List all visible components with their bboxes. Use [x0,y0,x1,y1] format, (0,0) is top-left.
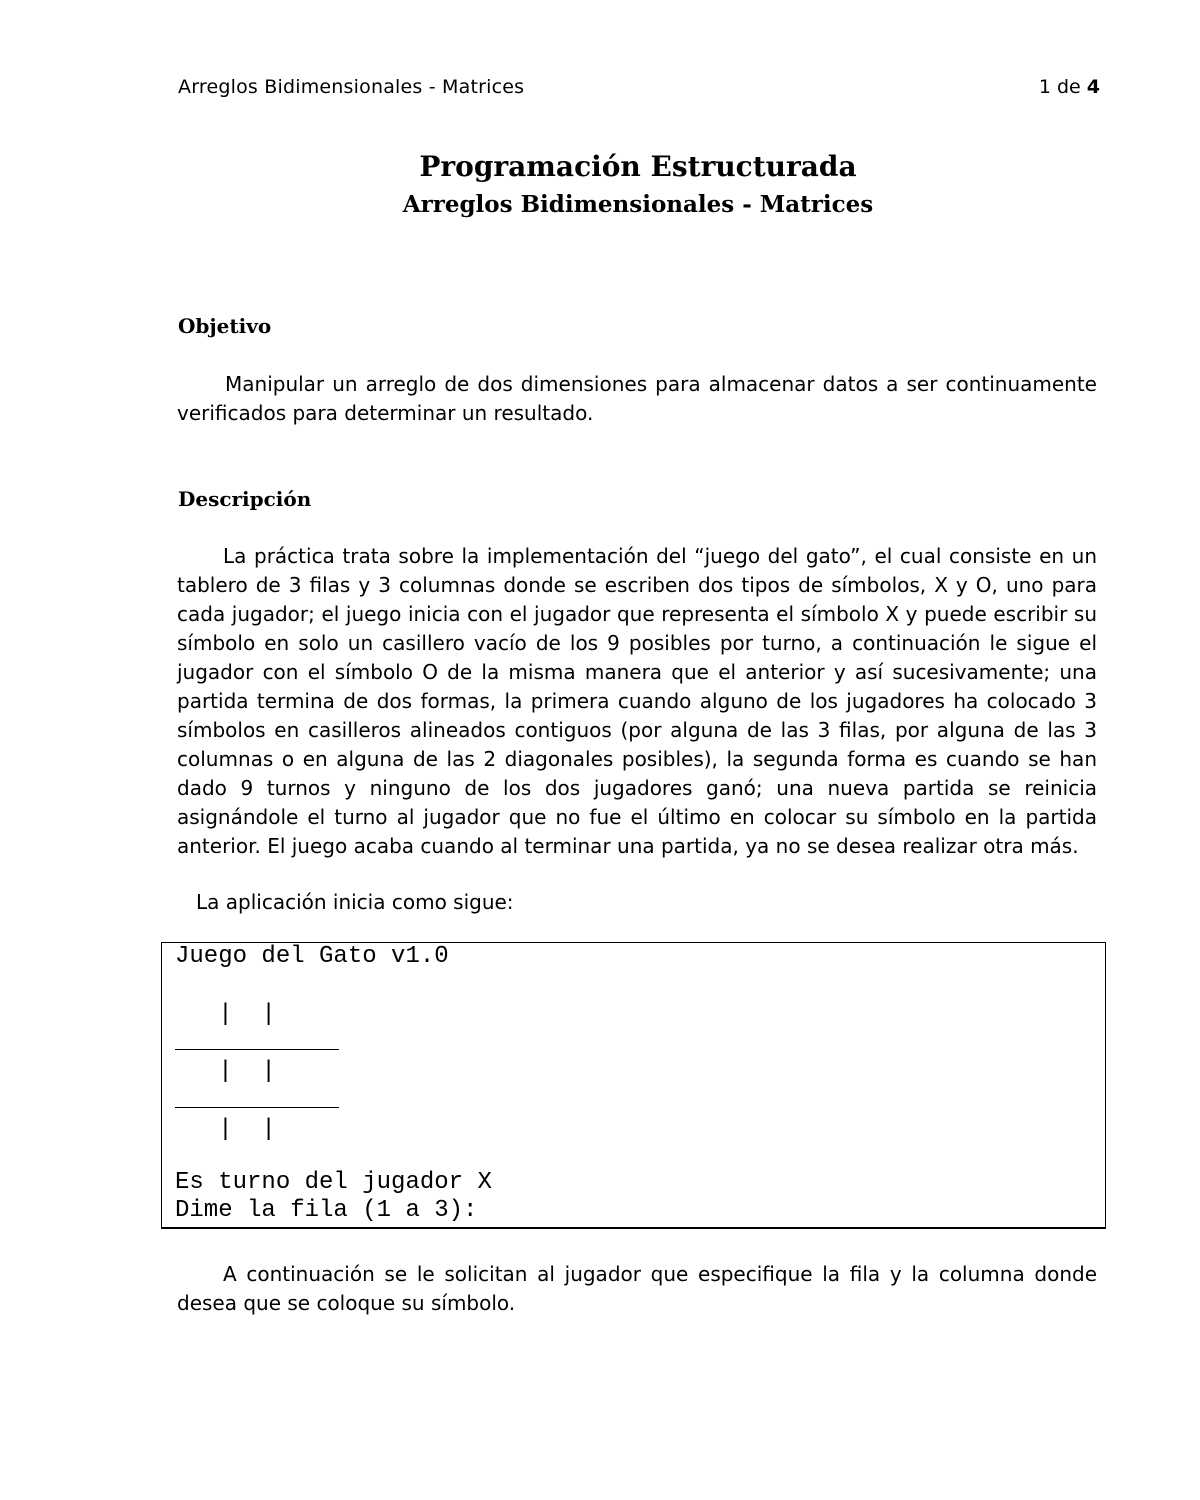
description-text: La práctica trata sobre la implementación del “juego del gato”, el cual consiste en un tablero de 3 filas y 3 columnas donde se escriben dos tipos de símbolos, X y O, uno para cada jugador; el juego inicia con el jugador que representa el símbolo X y puede escribir su símbolo en solo un casillero vacío de los 9 posibles por turno, a continuación le sigue el jugador con el símbolo O de la misma manera que el anterior y así sucesivamente; una partida termina de dos formas, la primera cuando alguno de los jugadores ha colocado 3 símbolos en casilleros alineados contiguos (por alguna de las 3 filas, por alguna de las 3 columnas o en alguna de las 2 diagonales posibles), la segunda forma es cuando se han dado 9 turnos y ninguno de los dos jugadores ganó; una nueva partida se reinicia asignándole el turno al jugador que no fue el último en colocar su símbolo en la partida anterior. El juego acaba cuando al terminar una partida, ya no se desea realizar otra más. [177,544,1097,858]
turn-line: Es turno del jugador X [175,1169,492,1196]
page-total: 4 [1086,76,1100,98]
description-paragraph [177,542,1097,861]
board-row-3: | | [175,1116,276,1143]
objective-text: Manipular un arreglo de dos dimensiones para almacenar datos a ser continuamente verificados para determinar un resultado. [177,372,1097,425]
document-title: Programación Estructurada [419,150,857,183]
intro-text: La aplicación inicia como sigue: [196,890,514,914]
description-heading: Descripción [178,487,312,511]
page-number-label: 1 de [1038,76,1081,98]
board-divider-2 [175,1107,339,1108]
document-subtitle: Arreglos Bidimensionales - Matrices [402,191,874,218]
board-row-2: | | [175,1058,276,1085]
prompt-line: Dime la fila (1 a 3): [175,1197,478,1224]
after-console-paragraph [177,1260,1097,1318]
board-row-1: | | [175,1001,276,1028]
console-output [161,942,1106,1229]
console-title: Juego del Gato v1.0 [175,943,449,970]
board-divider-1 [175,1049,339,1050]
intro-paragraph [177,888,1097,917]
page-number [1039,76,1100,98]
after-console-text: A continuación se le solicitan al jugador que especifique la fila y la columna donde desea que se coloque su símbolo. [177,1262,1097,1315]
objective-paragraph [177,370,1097,428]
objective-heading: Objetivo [178,314,272,338]
running-header: Arreglos Bidimensionales - Matrices [178,76,525,98]
